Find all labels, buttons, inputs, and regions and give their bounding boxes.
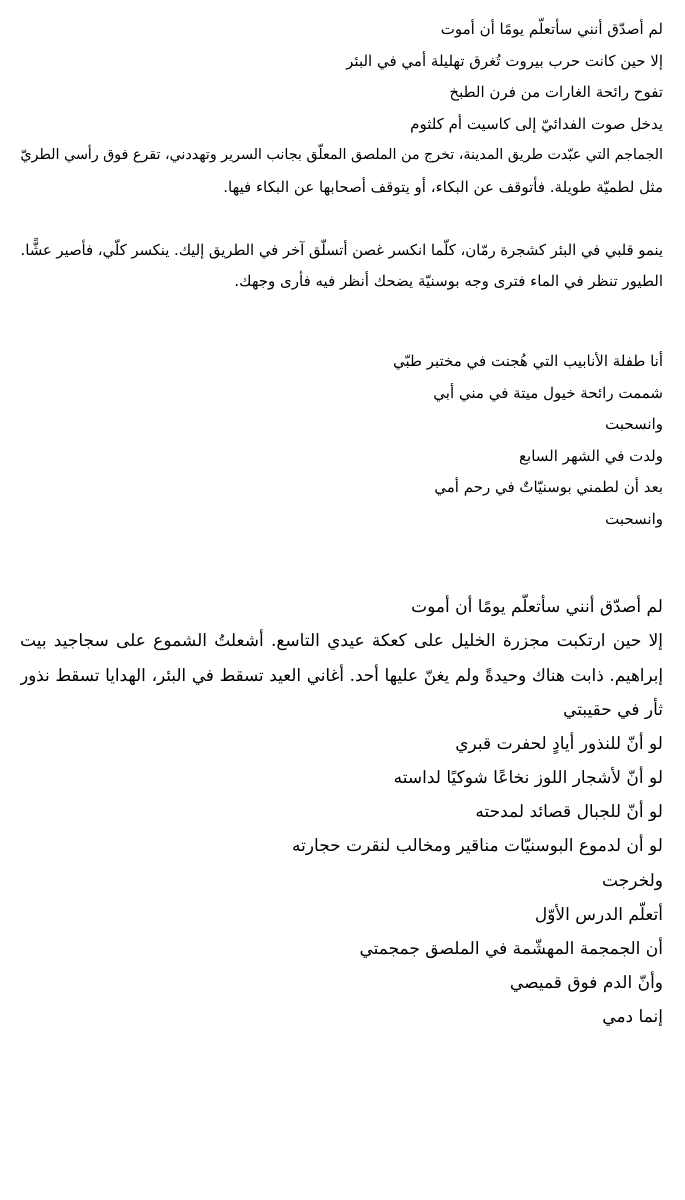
text-line: تفوح رائحة الغارات من فرن الطبخ: [449, 83, 663, 101]
text-line: بعد أن لطمني بوسنيّاتٌ في رحم أمي: [434, 478, 663, 496]
text-line: لم أصدّق أنني سأتعلّم يومًا أن أموت: [411, 597, 663, 617]
text-line: يدخل صوت الفدائيّ إلى كاسيت أم كلثوم: [410, 114, 663, 133]
text-line: وأنّ الدم فوق قميصي: [509, 973, 663, 994]
text-line: ولخرجت: [602, 870, 663, 891]
text-line: ولدت في الشهر السابع: [519, 446, 663, 465]
text-line: ينمو قلبي في البئر كشجرة رمّان، كلّما انكسر غصن أتسلّق آخر في الطريق إليك. ينكسر كلّي، فأصير عشًّا.: [20, 241, 663, 259]
text-line: لو أنّ للجبال قصائد لمدحته: [475, 802, 663, 823]
blank-line: [20, 203, 663, 235]
text-line: وانسحبت: [605, 415, 663, 433]
text-line: شممت رائحة خيول ميتة في مني أبي: [433, 383, 663, 402]
stanza-1: [20, 14, 663, 298]
text-line: ثأر في حقيبتي: [563, 699, 663, 720]
text-line: لم أصدّق أنني سأتعلّم يومًا أن أموت: [440, 20, 663, 38]
text-line: أنا طفلة الأنابيب التي هُجنت في مختبر طبّي: [392, 352, 663, 370]
text-line: إلا حين كانت حرب بيروت تُغرق تهليلة أمي في البئر: [346, 51, 663, 70]
text-line: لو أنّ لأشجار اللوز نخاعًا شوكيًا لداسته: [393, 768, 663, 789]
text-line: الجماجم التي عبّدت طريق المدينة، تخرج من الملصق المعلّق بجانب السرير وتهددني، تقرع فوق رأسي الطريّ: [20, 147, 663, 163]
text-line: إلا حين ارتكبت مجزرة الخليل على كعكة عيدي التاسع. أشعلتُ الشموع على سجاجيد بيت: [20, 631, 663, 652]
stanza-2: [20, 346, 663, 535]
text-line: إبراهيم. ذابت هناك وحيدةً ولم يغنّ عليها أحد. أغاني العيد تسقط في البئر، الهدايا تسقط نذور: [20, 665, 663, 686]
text-line: إنما دمي: [602, 1007, 663, 1028]
text-line: الطيور تنظر في الماء فترى وجه بوسنيّة يضحك أنظر فيه فأرى وجهك.: [234, 272, 663, 290]
text-line: لو أن لدموع البوسنيّات مناقير ومخالب لنقرت حجارته: [291, 836, 663, 857]
stanza-3: [20, 590, 663, 1035]
text-line: أتعلّم الدرس الأوّل: [534, 904, 663, 925]
text-line: لو أنّ للنذور أيادٍ لحفرت قبري: [455, 733, 663, 754]
text-line: مثل لطميّة طويلة. فأتوقف عن البكاء، أو يتوقف أصحابها عن البكاء فيها.: [223, 177, 663, 196]
text-line: أن الجمجمة المهشّمة في الملصق جمجمتي: [359, 939, 663, 960]
text-line: وانسحبت: [605, 509, 663, 528]
